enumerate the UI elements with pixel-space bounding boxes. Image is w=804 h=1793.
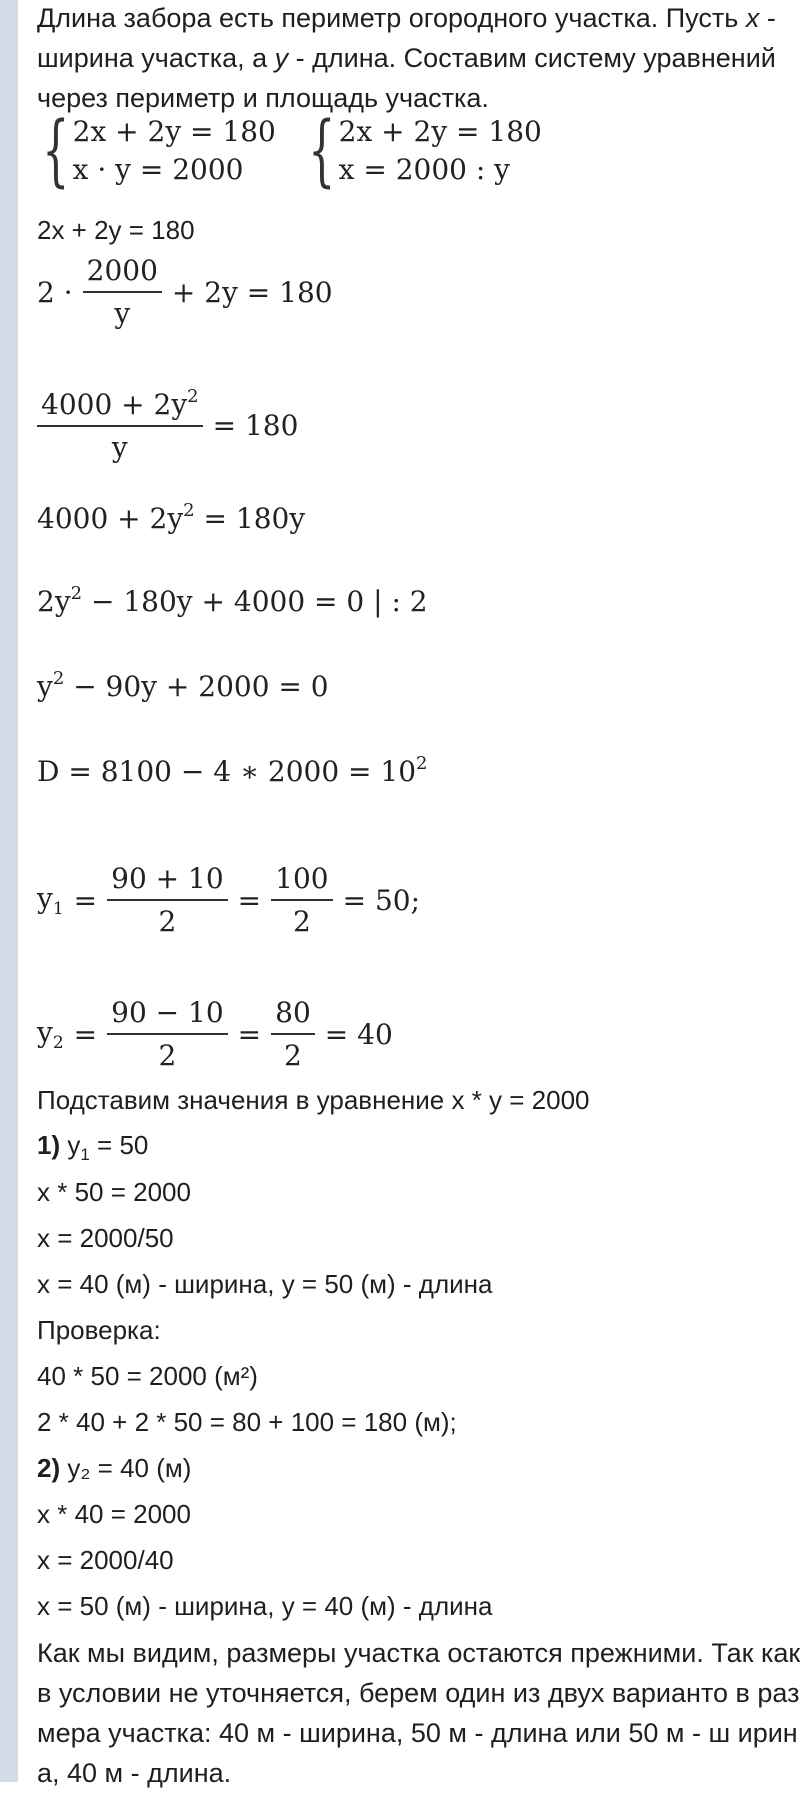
step4-b: − 180y + 4000 = 0 | : 2 <box>91 585 428 618</box>
equation-line: 2x + 2y = 180 <box>37 215 195 245</box>
step2-equation <box>37 386 298 464</box>
system1-eq2: x · y = 2000 <box>72 153 244 186</box>
step5-equation <box>37 668 329 703</box>
discriminant-equation <box>37 753 427 788</box>
intro-paragraph <box>37 0 802 118</box>
disc-a: D = 8100 − 4 ∗ 2000 = 10 <box>37 755 417 788</box>
step1-denominator: y <box>114 297 131 330</box>
y2-result: = 40 <box>324 1017 393 1051</box>
system-of-equations-2 <box>297 106 542 196</box>
root-y1-equation <box>37 862 420 938</box>
y2-f1-numerator: 90 − 10 <box>107 996 228 1035</box>
substitution-line: Подставим значения в уравнение x * y = 2000 <box>37 1085 590 1115</box>
step1-rest: + 2y = 180 <box>171 275 333 309</box>
step1-numerator: 2000 <box>83 254 162 293</box>
case1-heading <box>37 1125 148 1175</box>
intro-text-1: Длина забора есть периметр огородного участка. Пусть <box>37 3 746 33</box>
case1-label: 1) <box>37 1130 61 1160</box>
step2-rest: = 180 <box>212 408 299 442</box>
y2-fraction-2 <box>271 996 315 1072</box>
y2-lhs-var: y <box>37 1015 53 1049</box>
y1-eq2: = <box>237 883 262 917</box>
intro-text-3: - длина. Составим систему уравнений через периметр и площадь участка. <box>37 43 776 113</box>
y1-lhs <box>37 882 64 919</box>
system1-eq1: 2x + 2y = 180 <box>72 115 276 148</box>
case1-head-y: y <box>60 1130 81 1160</box>
step3-a: 4000 + 2y <box>37 502 184 535</box>
y1-fraction-1 <box>107 862 228 938</box>
check-heading: Проверка: <box>37 1315 161 1345</box>
intro-var-y: y <box>274 43 289 73</box>
intro-text-2: - ширина участка, а <box>37 3 776 73</box>
y2-fraction-1 <box>107 996 228 1072</box>
y2-sub: 2 <box>52 1032 64 1053</box>
system-brace-2: { <box>308 106 336 196</box>
left-accent-bar <box>0 0 18 1782</box>
step4-a: 2y <box>37 585 71 618</box>
y2-eq: = <box>73 1017 98 1051</box>
step2-fraction <box>37 386 203 464</box>
case2-heading <box>37 1448 191 1488</box>
step2-denominator: y <box>111 431 128 464</box>
case2-line3: x = 50 (м) - ширина, y = 40 (м) - длина <box>37 1591 493 1621</box>
system2-eq2: x = 2000 : y <box>338 153 511 186</box>
step5-a: y <box>37 670 53 703</box>
y2-f1-denominator: 2 <box>158 1039 177 1072</box>
y1-result: = 50; <box>342 883 421 917</box>
system-of-equations-1 <box>31 106 276 196</box>
y1-fraction-2 <box>271 862 332 938</box>
y2-f2-denominator: 2 <box>284 1039 302 1072</box>
step2-numerator <box>37 386 203 427</box>
y1-lhs-var: y <box>37 881 53 915</box>
case1-head-sub: 1 <box>80 1145 90 1164</box>
step3-b: = 180y <box>203 502 306 535</box>
step1-equation <box>37 254 333 330</box>
y1-f1-denominator: 2 <box>158 905 177 938</box>
case2-label: 2) <box>37 1453 61 1483</box>
step1-fraction <box>83 254 162 330</box>
disc-exp: 2 <box>416 753 428 774</box>
y2-eq2: = <box>237 1017 262 1051</box>
y1-f1-numerator: 90 + 10 <box>107 862 228 901</box>
intro-var-x: x <box>745 3 760 33</box>
system2-eq1: 2x + 2y = 180 <box>338 115 542 148</box>
y1-f2-denominator: 2 <box>292 905 311 938</box>
system-brace-1: { <box>42 106 70 196</box>
step1-coef: 2 · <box>37 275 73 309</box>
step5-exp: 2 <box>52 668 65 689</box>
conclusion-paragraph: Как мы видим, размеры участка остаются прежними. Так как в условии не уточняется, берем один из двух варианто в размера участка: 40 м - ширина, 50 м - длина или 50 м - ш ирина, 40 м - длина. <box>37 1638 801 1788</box>
case1-line2: x = 2000/50 <box>37 1223 174 1253</box>
step3-exp: 2 <box>183 500 195 521</box>
step2-num-base: 4000 + 2y <box>41 388 188 421</box>
check-line2: 2 * 40 + 2 * 50 = 80 + 100 = 180 (м); <box>37 1407 457 1437</box>
y1-eq: = <box>73 883 98 917</box>
y2-lhs <box>37 1016 64 1053</box>
case2-line1: x * 40 = 2000 <box>37 1499 191 1529</box>
case1-head-rest: = 50 <box>89 1130 149 1160</box>
case1-line3: x = 40 (м) - ширина, y = 50 (м) - длина <box>37 1269 493 1299</box>
check-line1: 40 * 50 = 2000 (м²) <box>37 1361 258 1391</box>
step2-num-exp: 2 <box>187 386 199 407</box>
case1-line1: x * 50 = 2000 <box>37 1177 191 1207</box>
y1-f2-numerator: 100 <box>271 862 332 901</box>
step3-equation <box>37 500 305 535</box>
step4-equation <box>37 583 428 618</box>
y1-sub: 1 <box>52 898 64 919</box>
step4-exp: 2 <box>70 583 83 604</box>
case2-line2: x = 2000/40 <box>37 1545 174 1575</box>
case2-head: y₂ = 40 (м) <box>60 1453 192 1483</box>
y2-f2-numerator: 80 <box>271 996 315 1035</box>
root-y2-equation <box>37 996 393 1072</box>
step5-b: − 90y + 2000 = 0 <box>73 670 329 703</box>
